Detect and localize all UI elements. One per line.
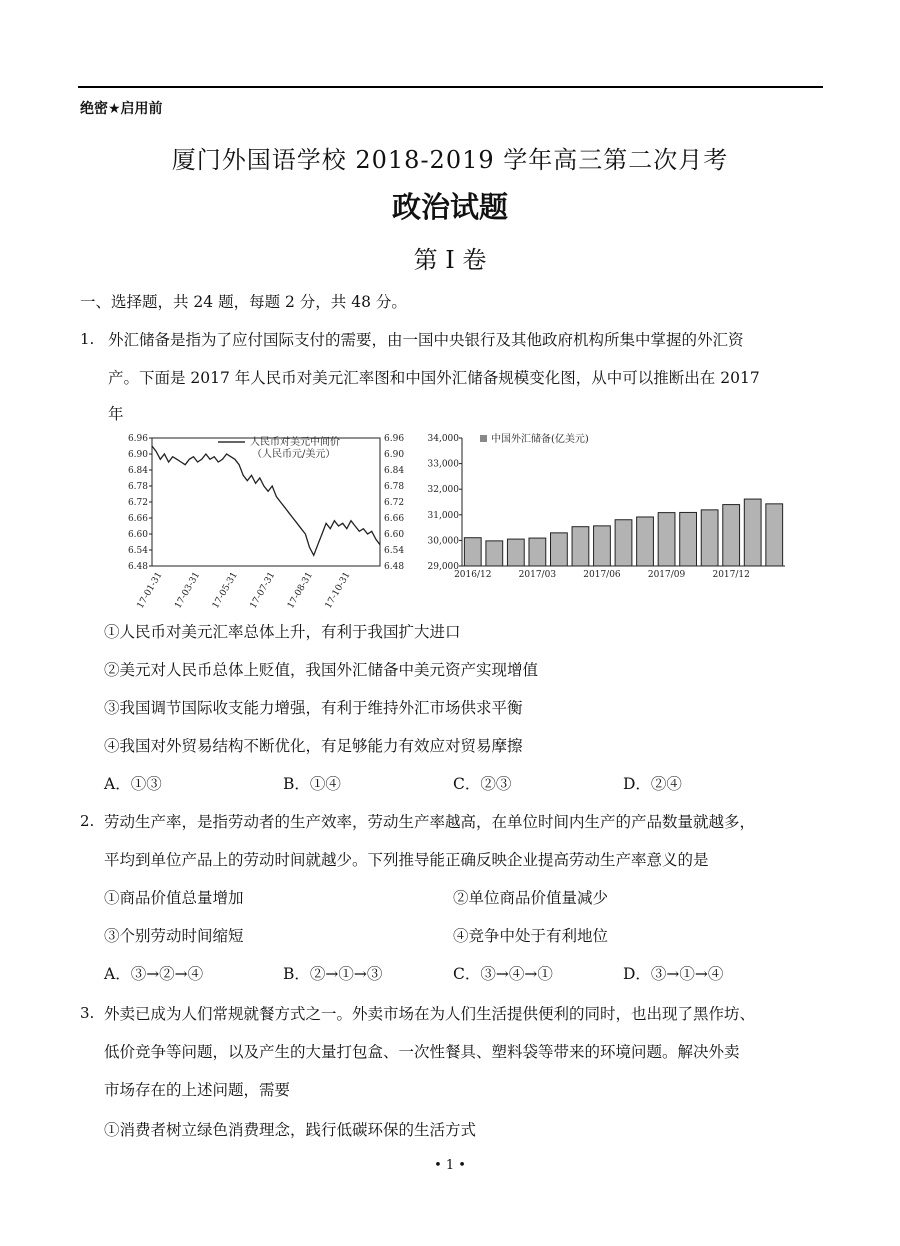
question-number: 1. [80, 330, 95, 348]
y-tick-label-left: 6.60 [127, 530, 148, 540]
bar [766, 504, 783, 566]
statement: ②单位商品价值量减少 [453, 889, 609, 907]
question-text: 年 [108, 405, 124, 423]
bar [594, 526, 611, 566]
bar [723, 505, 740, 566]
y-tick-label: 33,000 [427, 459, 459, 470]
question-text: 外卖已成为人们常规就餐方式之一。外卖市场在为人们生活提供便利的同时，也出现了黑作坊、 [104, 1005, 756, 1023]
page-number: • 1 • [434, 1158, 466, 1173]
exchange-rate-and-reserves-chart [110, 420, 790, 620]
question-number: 2. [80, 812, 95, 830]
option-b[interactable]: B．①④ [283, 775, 341, 793]
series-line [152, 446, 380, 555]
forex-reserve-bar-chart [428, 432, 786, 580]
x-tick-label: 17-08-31 [286, 570, 315, 611]
y-tick-label-left: 6.84 [127, 466, 148, 476]
x-tick-label: 17-01-31 [135, 570, 165, 611]
option-d[interactable]: D．③→①→④ [623, 965, 724, 983]
bar [464, 538, 481, 566]
question-text: 市场存在的上述问题，需要 [104, 1081, 291, 1099]
confidential-label: 绝密★启用前 [80, 101, 163, 117]
bar [572, 527, 589, 566]
volume-title: 第 I 卷 [413, 246, 487, 274]
x-tick-label: 2017/09 [647, 570, 686, 580]
legend-swatch [480, 435, 487, 442]
statement: ②美元对人民币总体上贬值，我国外汇储备中美元资产实现增值 [104, 661, 539, 679]
x-tick-label: 17-07-31 [248, 570, 278, 611]
x-tick-label: 2017/06 [583, 570, 621, 580]
exam-title: 厦门外国语学校 2018-2019 学年高三第二次月考 [171, 146, 729, 174]
y-tick-label: 31,000 [427, 510, 459, 521]
y-tick-label-left: 6.66 [127, 514, 148, 524]
y-tick-label-right: 6.54 [384, 546, 405, 556]
top-rule [78, 86, 823, 88]
x-tick-label: 17-05-31 [210, 570, 240, 611]
y-tick-label: 34,000 [427, 434, 459, 444]
bar [744, 499, 761, 566]
y-tick-label-left: 6.90 [127, 450, 148, 460]
y-tick-label-right: 6.48 [384, 562, 405, 572]
bar [658, 513, 675, 566]
statement: ④我国对外贸易结构不断优化，有足够能力有效应对贸易摩擦 [104, 737, 523, 755]
legend-label: 中国外汇储备(亿美元) [491, 434, 589, 445]
y-tick-label-right: 6.84 [384, 466, 405, 476]
option-a[interactable]: A．①③ [104, 775, 162, 793]
y-tick-label-right: 6.72 [384, 498, 405, 508]
y-tick-label-left: 6.48 [127, 562, 148, 572]
legend-label: （人民币元/美元） [252, 449, 336, 460]
question-text: 产。下面是 2017 年人民币对美元汇率图和中国外汇储备规模变化图，从中可以推断出在 2017 [108, 369, 760, 387]
y-tick-label-right: 6.66 [384, 514, 405, 524]
x-tick-label: 17-03-31 [173, 570, 203, 611]
y-tick-label-right: 6.90 [384, 450, 405, 460]
option-c[interactable]: C．③→④→① [453, 965, 553, 983]
x-tick-label: 2017/12 [712, 570, 750, 580]
legend-label: 人民币对美元中间价 [250, 437, 340, 448]
question-text: 劳动生产率，是指劳动者的生产效率，劳动生产率越高，在单位时间内生产的产品数量就越多， [104, 813, 756, 831]
bar [551, 533, 568, 566]
y-tick-label-left: 6.72 [127, 498, 148, 508]
y-tick-label-right: 6.96 [384, 434, 405, 444]
question-number: 3. [80, 1004, 95, 1022]
x-tick-label: 17-10-31 [323, 570, 353, 611]
y-tick-label-left: 6.78 [127, 482, 148, 492]
statement: ①商品价值总量增加 [104, 889, 244, 907]
statement: ③个别劳动时间缩短 [104, 927, 244, 945]
option-c[interactable]: C．②③ [453, 775, 512, 793]
x-tick-label: 2017/03 [518, 570, 557, 580]
bar [637, 517, 654, 566]
statement: ①消费者树立绿色消费理念，践行低碳环保的生活方式 [104, 1121, 477, 1139]
exchange-rate-line-chart [128, 434, 404, 611]
statement: ①人民币对美元汇率总体上升，有利于我国扩大进口 [104, 623, 461, 641]
subject-title: 政治试题 [391, 190, 508, 224]
bar [701, 510, 718, 566]
bar [680, 512, 697, 566]
question-text: 低价竞争等问题，以及产生的大量打包盒、一次性餐具、塑料袋等带来的环境问题。解决外卖 [104, 1043, 740, 1061]
option-d[interactable]: D．②④ [623, 775, 682, 793]
question-text: 外汇储备是指为了应付国际支付的需要，由一国中央银行及其他政府机构所集中掌握的外汇资 [108, 331, 744, 349]
x-tick-label: 2016/12 [454, 570, 492, 580]
section-heading: 一、选择题，共 24 题，每题 2 分，共 48 分。 [80, 293, 407, 311]
bar [507, 539, 524, 566]
y-tick-label-right: 6.78 [384, 482, 405, 492]
bar [486, 541, 503, 566]
bar [529, 538, 546, 566]
y-tick-label: 32,000 [427, 485, 459, 496]
statement: ③我国调节国际收支能力增强，有利于维持外汇市场供求平衡 [104, 699, 523, 717]
y-tick-label-left: 6.54 [127, 546, 148, 556]
y-tick-label-left: 6.96 [127, 434, 148, 444]
option-b[interactable]: B．②→①→③ [283, 965, 383, 983]
y-tick-label-right: 6.60 [384, 530, 405, 540]
statement: ④竞争中处于有利地位 [453, 927, 609, 945]
y-tick-label: 29,000 [427, 562, 459, 572]
y-tick-label: 30,000 [427, 536, 459, 547]
question-text: 平均到单位产品上的劳动时间就越少。下列推导能正确反映企业提高劳动生产率意义的是 [104, 851, 709, 869]
bar [615, 520, 632, 566]
option-a[interactable]: A．③→②→④ [104, 965, 204, 983]
